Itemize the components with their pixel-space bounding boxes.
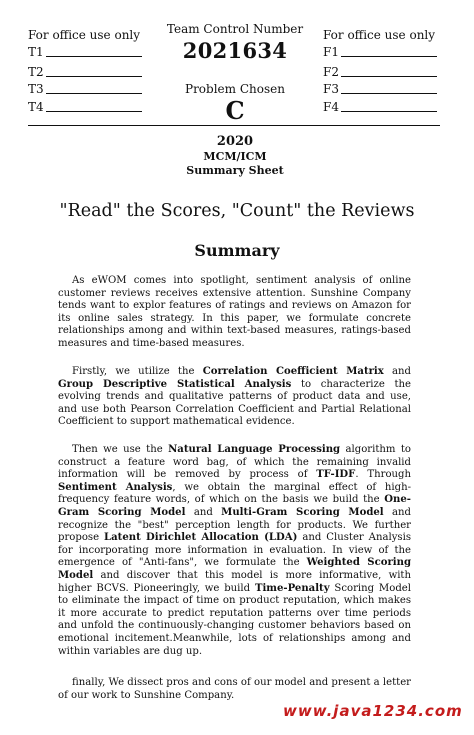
text-run: to characterize the evolving trends and qualitative patterns of product data and use, and use both Pearson Correlation Coefficient and Partial Relational Coefficient to support mathematical evidence.: [58, 378, 411, 428]
problem-chosen-letter: C: [225, 96, 245, 125]
left-office-label: For office use only: [28, 28, 141, 42]
blank-line: [341, 92, 437, 94]
text-run: and recognize the "best" perception length for products. We further propose: [58, 506, 412, 544]
office-code: F4: [323, 100, 339, 114]
text-run: Then we use the: [72, 444, 169, 455]
office-row-f3: [323, 82, 341, 96]
office-code: F2: [323, 65, 339, 79]
blank-line: [341, 110, 437, 112]
text-run: As eWOM comes into spotlight, sentiment analysis of online customer reviews receives extensive attention. Sunshine Company tends want to explor features of ratings and reviews on Amazon for its online sales strategy. In this paper, we formulate concrete relationships among and within text-based measures, ratings-based measures and time-based measures.: [58, 275, 411, 349]
summary-paragraph-2: [58, 366, 411, 429]
office-code: T3: [28, 82, 44, 96]
office-code: T4: [28, 100, 44, 114]
right-office-label: For office use only: [323, 28, 436, 42]
office-code: T2: [28, 65, 44, 79]
office-row-t4: [28, 100, 46, 114]
bold-term: TF-IDF: [316, 469, 356, 481]
text-run: . Through: [355, 469, 411, 481]
office-code: F3: [323, 82, 339, 96]
text-run: and: [185, 506, 222, 518]
office-code: T1: [28, 45, 44, 59]
office-code: F1: [323, 45, 339, 59]
sheet-name: Summary Sheet: [186, 164, 284, 177]
office-row-t3: [28, 82, 46, 96]
office-row-f1: [323, 45, 341, 59]
text-run: algorithm to construct a feature word bag, of which the remaining invalid information will be removed by process of: [58, 444, 411, 481]
watermark: www.java1234.com: [283, 702, 463, 720]
bold-term: Time-Penalty: [254, 582, 330, 594]
blank-line: [46, 92, 142, 94]
office-row-f2: [323, 65, 341, 79]
office-row-f4: [323, 100, 341, 114]
office-row-t2: [28, 65, 46, 79]
text-run: and discover that this model is more informative, with higher BCVS. Pioneeringly, we build: [58, 569, 411, 594]
paper-title: "Read" the Scores, "Count" the Reviews: [59, 201, 415, 221]
summary-heading: Summary: [194, 241, 280, 260]
bold-term: Latent Dirichlet Allocation (LDA): [104, 532, 298, 544]
header-divider: [28, 125, 440, 126]
problem-chosen-label: Problem Chosen: [185, 82, 285, 96]
summary-paragraph-1: [58, 275, 411, 351]
text-run: Scoring Model to eliminate the impact of time on product reputation, which makes it more accurate to predict reputation patterns over time periods and unfold the continuously-changing customer behaviors based on emotional incitement.Meanwhile, lots of relationships among and within variables are dug up.: [58, 582, 412, 657]
blank-line: [46, 75, 142, 77]
text-run: Firstly, we utilize the: [72, 366, 203, 377]
bold-term: Natural Language Processing: [168, 444, 341, 455]
blank-line: [341, 55, 437, 57]
text-run: and: [383, 366, 411, 377]
bold-term: Correlation Coefficient Matrix: [202, 366, 384, 377]
office-row-t1: [28, 45, 46, 59]
bold-term: Group Descriptive Statistical Analysis: [58, 378, 292, 390]
blank-line: [46, 55, 142, 57]
contest-year: 2020: [216, 134, 254, 149]
text-run: and Cluster Analysis for incorporating more information in evaluation. In view of the emergence of "Anti-fans", we formulate the: [58, 532, 412, 569]
bold-term: One-Gram Scoring Model: [58, 494, 411, 518]
bold-term: Sentiment Analysis: [58, 481, 173, 493]
text-run: finally, We dissect pros and cons of our model and present a letter of our work to Sunshine Company.: [58, 677, 411, 701]
bold-term: Multi-Gram Scoring Model: [221, 506, 384, 518]
bold-term: Weighted Scoring Model: [58, 557, 411, 581]
contest-name: MCM/ICM: [203, 150, 267, 163]
text-run: , we obtain the marginal effect of high-frequency feature words, of which on the basis we build the: [58, 481, 411, 506]
blank-line: [341, 75, 437, 77]
team-control-label: Team Control Number: [166, 22, 304, 36]
blank-line: [46, 110, 142, 112]
summary-paragraph-4: [58, 677, 411, 702]
summary-paragraph-3: [58, 444, 411, 658]
team-control-number: 2021634: [182, 38, 288, 63]
